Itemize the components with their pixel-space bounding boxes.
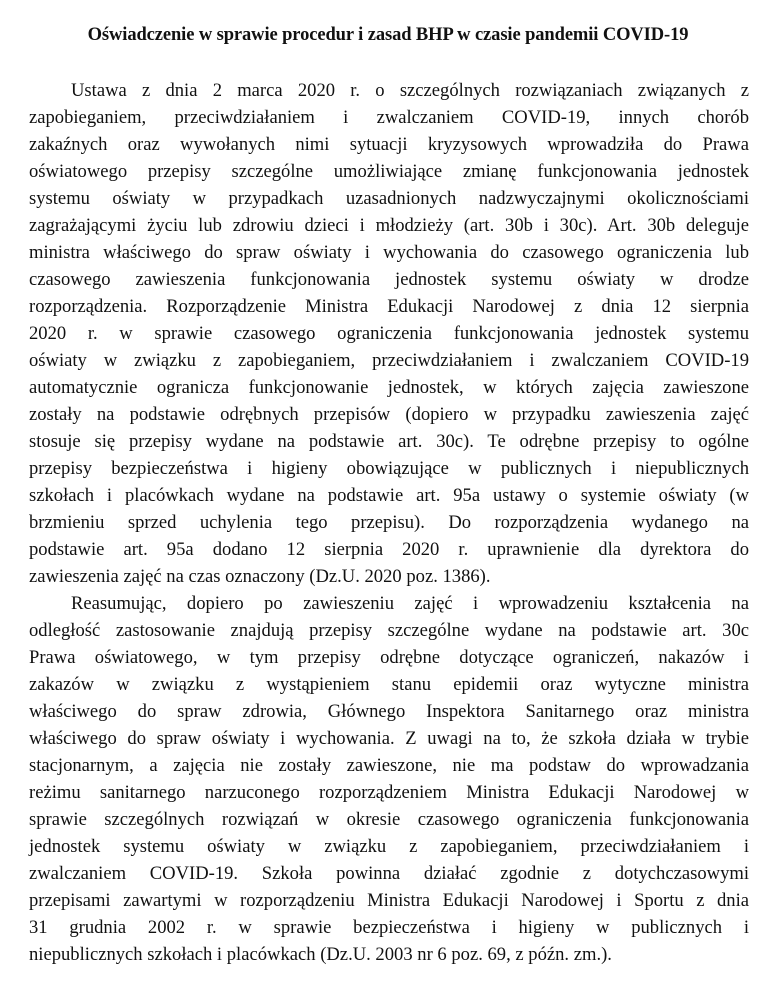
paragraph-line: właściwego do spraw oświaty i wychowania. Z uwagi na to, że szkoła działa w trybie	[29, 728, 749, 749]
document-body	[29, 77, 749, 968]
paragraph-line: właściwego do spraw zdrowia, Głównego Inspektora Sanitarnego oraz ministra	[29, 701, 749, 722]
paragraph-line: sprawie szczególnych rozwiązań w okresie czasowego ograniczenia funkcjonowania	[29, 809, 749, 830]
paragraph-line: systemu oświaty w przypadkach uzasadnionych nadzwyczajnymi okolicznościami	[29, 188, 749, 209]
paragraph-line: oświatowego przepisy szczególne umożliwiające zmianę funkcjonowania jednostek	[29, 161, 749, 182]
paragraph-line: zwalczaniem COVID-19. Szkoła powinna działać zgodnie z dotychczasowymi	[29, 863, 749, 884]
paragraph-line: zakaźnych oraz wywołanych nimi sytuacji kryzysowych wprowadziła do Prawa	[29, 134, 749, 155]
paragraph-line: 31 grudnia 2002 r. w sprawie bezpieczeństwa i higieny w publicznych i	[29, 917, 749, 938]
paragraph-line: rozporządzenia. Rozporządzenie Ministra Edukacji Narodowej z dnia 12 sierpnia	[29, 296, 749, 317]
paragraph-line: zostały na podstawie odrębnych przepisów (dopiero w przypadku zawieszenia zajęć	[29, 404, 749, 425]
paragraph-line: zawieszenia zajęć na czas oznaczony (Dz.U. 2020 poz. 1386).	[29, 566, 491, 587]
paragraph-line: 2020 r. w sprawie czasowego ograniczenia funkcjonowania jednostek systemu	[29, 323, 749, 344]
paragraph-line: reżimu sanitarnego narzuconego rozporządzeniem Ministra Edukacji Narodowej w	[29, 782, 749, 803]
paragraph-2	[29, 590, 749, 968]
paragraph-line: Reasumując, dopiero po zawieszeniu zajęć i wprowadzeniu kształcenia na	[71, 593, 749, 614]
paragraph-line: niepublicznych szkołach i placówkach (Dz.U. 2003 nr 6 poz. 69, z późn. zm.).	[29, 944, 612, 965]
paragraph-line: Prawa oświatowego, w tym przepisy odrębne dotyczące ograniczeń, nakazów i	[29, 647, 749, 668]
document-title: Oświadczenie w sprawie procedur i zasad BHP w czasie pandemii COVID-19	[87, 25, 689, 45]
paragraph-line: stosuje się przepisy wydane na podstawie art. 30c). Te odrębne przepisy to ogólne	[29, 431, 749, 452]
paragraph-line: ministra właściwego do spraw oświaty i wychowania do czasowego ograniczenia lub	[29, 242, 749, 263]
paragraph-line: Ustawa z dnia 2 marca 2020 r. o szczególnych rozwiązaniach związanych z	[71, 80, 749, 101]
paragraph-line: przepisami zawartymi w rozporządzeniu Ministra Edukacji Narodowej i Sportu z dnia	[29, 890, 749, 911]
paragraph-line: szkołach i placówkach wydane na podstawie art. 95a ustawy o systemie oświaty (w	[29, 485, 749, 506]
paragraph-line: czasowego zawieszenia funkcjonowania jednostek systemu oświaty w drodze	[29, 269, 749, 290]
paragraph-line: jednostek systemu oświaty w związku z zapobieganiem, przeciwdziałaniem i	[29, 836, 749, 857]
paragraph-line: podstawie art. 95a dodano 12 sierpnia 2020 r. uprawnienie dla dyrektora do	[29, 539, 749, 560]
paragraph-line: zakazów w związku z wystąpieniem stanu epidemii oraz wytyczne ministra	[29, 674, 749, 695]
paragraph-line: brzmieniu sprzed uchylenia tego przepisu). Do rozporządzenia wydanego na	[29, 512, 749, 533]
paragraph-line: oświaty w związku z zapobieganiem, przeciwdziałaniem i zwalczaniem COVID-19	[29, 350, 749, 371]
paragraph-line: odległość zastosowanie znajdują przepisy szczególne wydane na podstawie art. 30c	[29, 620, 749, 641]
paragraph-1	[29, 77, 749, 590]
paragraph-line: zapobieganiem, przeciwdziałaniem i zwalczaniem COVID-19, innych chorób	[29, 107, 749, 128]
paragraph-line: automatycznie ogranicza funkcjonowanie jednostek, w których zajęcia zawieszone	[29, 377, 749, 398]
paragraph-line: zagrażającymi życiu lub zdrowiu dzieci i młodzieży (art. 30b i 30c). Art. 30b deleguje	[29, 215, 749, 236]
paragraph-line: przepisy bezpieczeństwa i higieny obowiązujące w publicznych i niepublicznych	[29, 458, 749, 479]
paragraph-line: stacjonarnym, a zajęcia nie zostały zawieszone, nie ma podstaw do wprowadzania	[29, 755, 749, 776]
